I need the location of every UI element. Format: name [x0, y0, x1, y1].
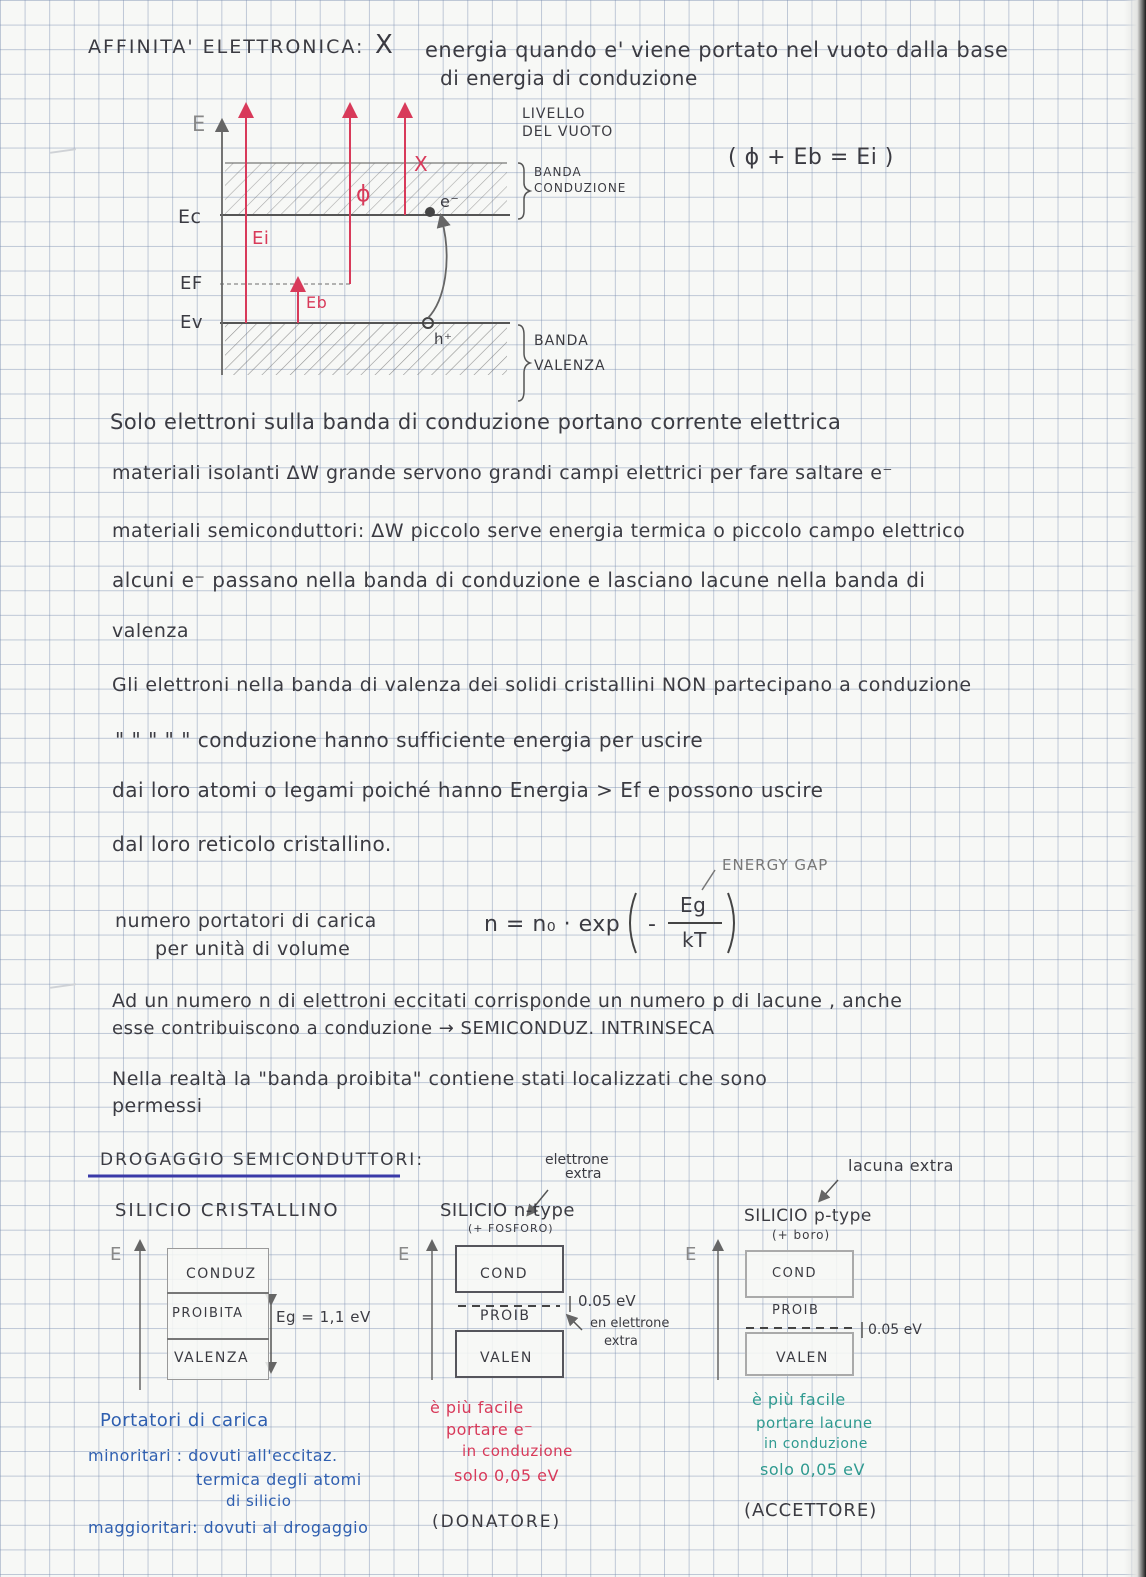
- note-line-7: " " " " " conduzione hanno sufficiente energia per uscire: [115, 728, 704, 752]
- donor-note-pointer: [570, 1318, 582, 1330]
- definition-line-1: energia quando e' viene portato nel vuoto dalla base: [425, 38, 1009, 62]
- hole-label: h⁺: [434, 330, 453, 348]
- formula-paren-left: [630, 893, 636, 953]
- conduction-band-label1: BANDA: [534, 165, 582, 179]
- carrier-count-label1: numero portatori di carica: [115, 910, 377, 932]
- col3-subtitle: (+ boro): [772, 1228, 831, 1242]
- acceptor-label: (ACCETTORE): [744, 1500, 878, 1521]
- col3-proib: PROIB: [772, 1303, 820, 1318]
- col3-title: SILICIO p-type: [744, 1206, 872, 1226]
- col2-cond: COND: [480, 1266, 529, 1282]
- col2-gap: 0.05 eV: [578, 1292, 636, 1310]
- col3-val: VALEN: [776, 1350, 829, 1366]
- ev-label: Ev: [180, 312, 204, 333]
- col2-proib: PROIB: [480, 1308, 531, 1324]
- majority-line: maggioritari: dovuti al drogaggio: [88, 1518, 369, 1537]
- donor-label: (DONATORE): [432, 1512, 562, 1532]
- note-line-1: Solo elettroni sulla banda di conduzione portano corrente elettrica: [110, 410, 842, 434]
- doping-title: DROGAGGIO SEMICONDUTTORI:: [100, 1150, 425, 1170]
- note-line-3: materiali semiconduttori: ΔW piccolo serve energia termica o piccolo campo elettrico: [112, 520, 966, 542]
- ef-label: EF: [180, 273, 203, 294]
- electron-label: e⁻: [440, 192, 460, 211]
- electron-extra-note1: elettrone: [545, 1152, 609, 1168]
- lacuna-extra-note: lacuna extra: [848, 1156, 954, 1175]
- col1-proib: PROIBITA: [172, 1306, 244, 1321]
- electron-dot: [425, 207, 435, 217]
- n-note-line3: in conduzione: [462, 1442, 573, 1460]
- col1-divider-top: [167, 1292, 269, 1294]
- formula-minus: -: [648, 912, 657, 937]
- note-line-4: alcuni e⁻ passano nella banda di conduzione e lasciano lacune nella banda di: [112, 568, 926, 592]
- n-note-line1: è più facile: [430, 1398, 524, 1417]
- electron-extra-note2: extra: [565, 1166, 602, 1182]
- axis-e-col1: E: [110, 1244, 122, 1265]
- p-note-line4: solo 0,05 eV: [760, 1460, 865, 1479]
- title-affinity: AFFINITA' ELETTRONICA:: [88, 36, 365, 58]
- note-line-6: Gli elettroni nella banda di valenza dei solidi cristallini NON partecipano a conduzione: [112, 674, 972, 696]
- col1-title: SILICIO CRISTALLINO: [115, 1200, 340, 1221]
- vacuum-level-line2: DEL VUOTO: [522, 124, 614, 140]
- axis-e-label: E: [192, 112, 206, 136]
- conduction-brace: [518, 163, 530, 219]
- carriers-title: Portatori di carica: [100, 1410, 269, 1431]
- vacuum-level-line1: LIVELLO: [522, 106, 586, 122]
- valence-band-label1: BANDA: [534, 333, 589, 349]
- formula-denominator: kT: [682, 928, 707, 952]
- eb-label: Eb: [306, 293, 328, 312]
- note2-line-3: Nella realtà la "banda proibita" contiene stati localizzati che sono: [112, 1068, 768, 1090]
- p-note-line2: portare lacune: [756, 1414, 873, 1432]
- formula-numerator: Eg: [680, 893, 707, 917]
- col2-subtitle: (+ FOSFORO): [468, 1222, 554, 1235]
- donor-note1: en elettrone: [590, 1316, 670, 1331]
- eg-value: Eg = 1,1 eV: [276, 1308, 371, 1326]
- note-line-8: dai loro atomi o legami poiché hanno Energia > Ef e possono uscire: [112, 778, 824, 802]
- col1-cond: CONDUZ: [186, 1266, 257, 1282]
- definition-line-2: di energia di conduzione: [440, 66, 698, 90]
- donor-note2: extra: [604, 1334, 638, 1349]
- note-line-9: dal loro reticolo cristallino.: [112, 832, 392, 856]
- phi-label: ϕ: [356, 182, 372, 207]
- work-function-equation: ( ϕ + Eb = Ei ): [728, 145, 894, 170]
- col2-val: VALEN: [480, 1350, 533, 1366]
- minority-line1: minoritari : dovuti all'eccitaz.: [88, 1446, 338, 1465]
- note2-line-2: esse contribuiscono a conduzione → SEMICONDUZ. INTRINSECA: [112, 1018, 715, 1039]
- minority-line3: di silicio: [226, 1492, 292, 1510]
- formula-paren-right: [728, 893, 734, 953]
- axis-e-col2: E: [398, 1244, 410, 1265]
- n-note-line2: portare e⁻: [446, 1420, 534, 1439]
- formula-lhs: n = n₀ · exp: [484, 912, 621, 937]
- col1-divider-bottom: [167, 1338, 269, 1340]
- energy-gap-pointer: [702, 870, 715, 890]
- note-line-2: materiali isolanti ΔW grande servono grandi campi elettrici per fare saltare e⁻: [112, 462, 893, 484]
- col3-gap: 0.05 eV: [868, 1322, 922, 1338]
- col1-val: VALENZA: [174, 1350, 250, 1366]
- p-note-line1: è più facile: [752, 1390, 846, 1409]
- note2-line-1: Ad un numero n di elettroni eccitati corrisponde un numero p di lacune , anche: [112, 990, 903, 1012]
- chi-label: X: [414, 152, 429, 176]
- valence-band-area: [225, 323, 507, 375]
- col2-title: SILICIO n-type: [440, 1200, 575, 1221]
- title-symbol: X: [375, 30, 394, 60]
- axis-e-col3: E: [685, 1244, 697, 1265]
- ei-label: Ei: [252, 228, 270, 249]
- valence-band-label2: VALENZA: [534, 358, 606, 374]
- energy-gap-label: ENERGY GAP: [722, 856, 829, 874]
- note-line-5: valenza: [112, 620, 190, 642]
- carrier-count-label2: per unità di volume: [155, 938, 351, 960]
- ec-label: Ec: [178, 206, 202, 228]
- col3-cond: COND: [772, 1266, 818, 1281]
- lacuna-extra-pointer: [822, 1180, 838, 1198]
- minority-line2: termica degli atomi: [196, 1470, 362, 1489]
- excitation-path: [428, 220, 447, 318]
- p-note-line3: in conduzione: [764, 1436, 868, 1452]
- n-note-line4: solo 0,05 eV: [454, 1466, 559, 1485]
- valence-brace: [518, 325, 530, 401]
- note2-line-4: permessi: [112, 1095, 203, 1117]
- conduction-band-label2: CONDUZIONE: [534, 181, 627, 195]
